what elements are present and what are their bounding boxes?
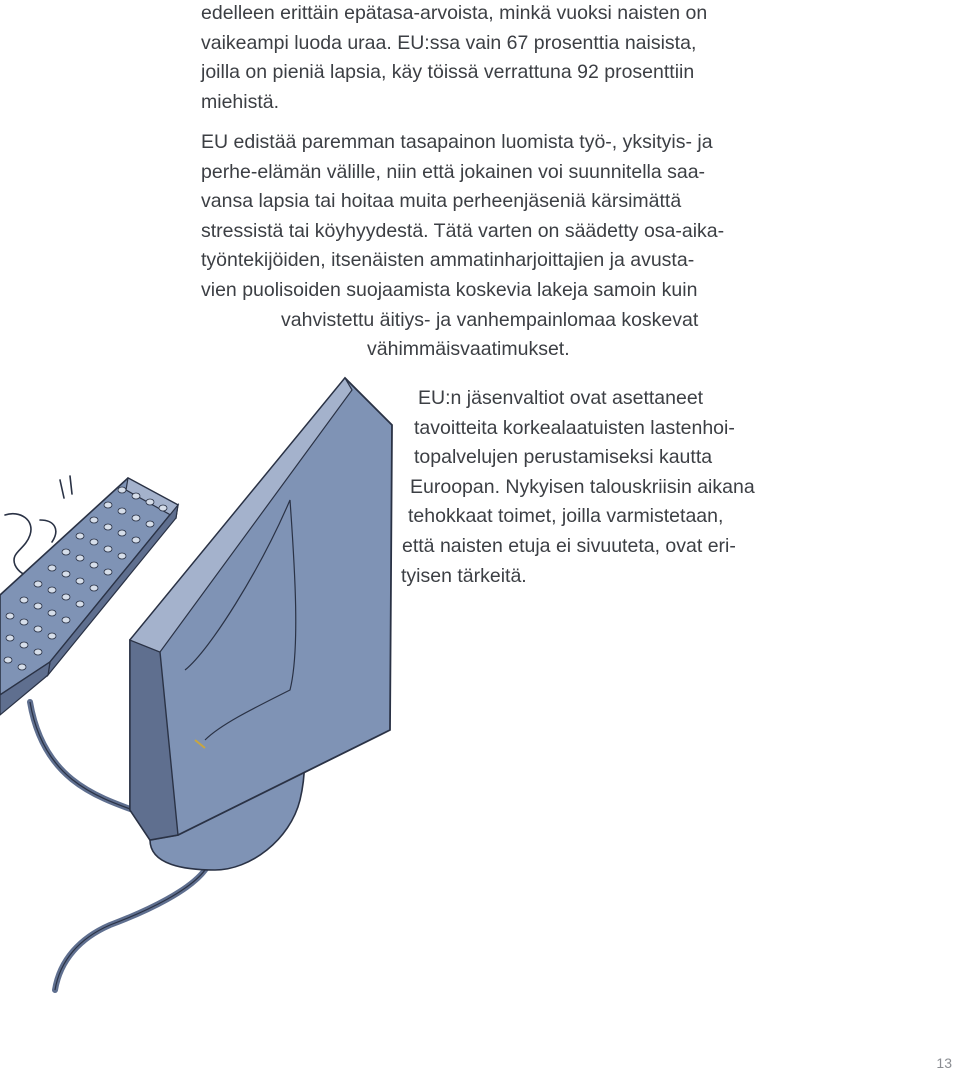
text-line: tavoitteita korkealaatuisten lastenhoi- [414,417,735,439]
monitor [130,378,392,870]
text-line: EU:n jäsenvaltiot ovat asettaneet [418,387,704,409]
text-line: vien puolisoiden suojaamista koskevia lakeja samoin kuin [201,278,698,301]
text-line: vaikeampi luoda uraa. EU:ssa vain 67 prosenttia naisista, [201,31,697,54]
page-number: 13 [936,1055,952,1071]
text-line: Euroopan. Nykyisen talouskriisin aikana [410,476,755,498]
text-line: työntekijöiden, itsenäisten ammatinharjoittajien ja avusta- [201,249,695,272]
computer-keyboard-monitor-icon [0,370,420,1000]
text-line: tehokkaat toimet, joilla varmistetaan, [408,505,724,527]
text-line: vähimmäisvaatimukset. [367,338,570,361]
text-line: vahvistettu äitiys- ja vanhempainlomaa koskevat [281,308,699,331]
text-line: EU edistää paremman tasapainon luomista työ-, yksityis- ja [201,131,713,153]
paragraph-2 [201,128,724,365]
text-line: joilla on pieniä lapsia, käy töissä verrattuna 92 prosenttiin [201,61,695,84]
text-line: perhe-elämän välille, niin että jokainen voi suunnitella saa- [201,160,706,183]
text-line: stressistä tai köyhyydestä. Tätä varten on säädetty osa-aika- [201,219,725,242]
text-line: vansa lapsia tai hoitaa muita perheenjäseniä kärsimättä [201,190,682,213]
text-line: miehistä. [201,90,280,113]
text-line: että naisten etuja ei sivuuteta, ovat eri- [402,535,736,557]
text-line: tyisen tärkeitä. [401,565,527,587]
text-line: topalvelujen perustamiseksi kautta [414,446,713,468]
paragraph-1 [201,0,707,117]
text-line: edelleen erittäin epätasa-arvoista, minkä vuoksi naisten on [201,2,708,24]
